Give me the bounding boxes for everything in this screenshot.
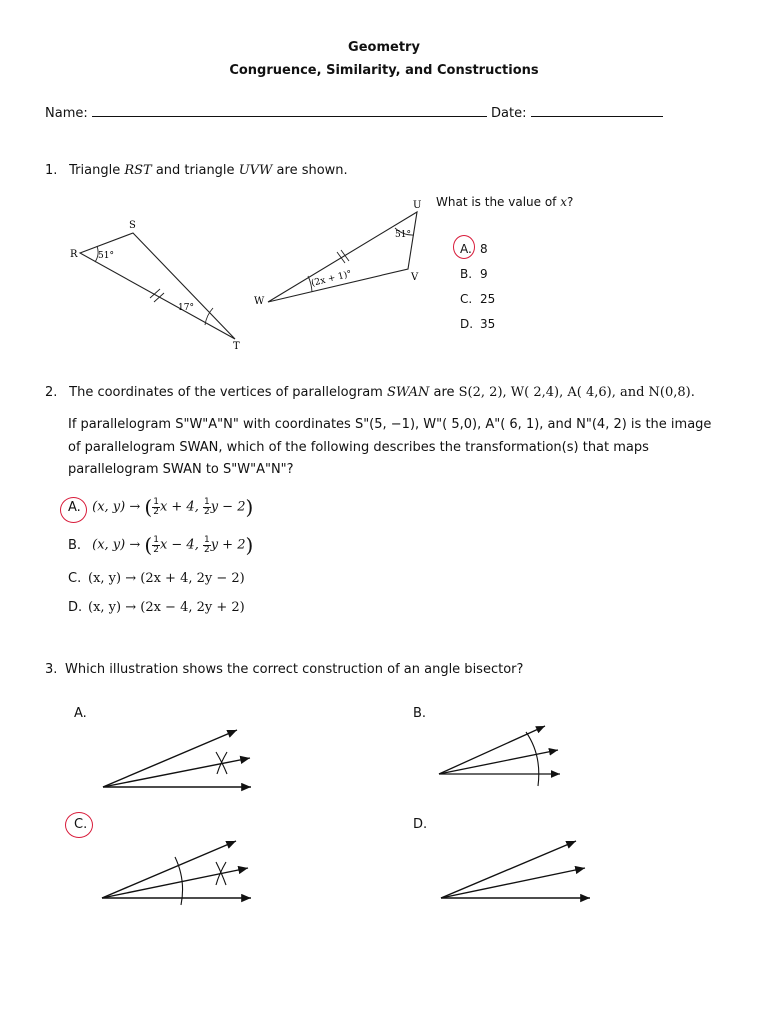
- choice-letter: D.: [68, 600, 83, 615]
- construction-arc: [526, 732, 539, 786]
- angle-r-label: 51°: [98, 251, 114, 261]
- fraction: [152, 498, 160, 517]
- ray-upper: [103, 730, 237, 787]
- option-b-label[interactable]: B.: [413, 706, 427, 721]
- ask-text: What is the value of: [436, 195, 561, 209]
- ray-bisector: [103, 758, 250, 787]
- ray-bisector: [102, 868, 248, 898]
- parallelogram-label: SWAN: [386, 385, 430, 400]
- worksheet-subject: Geometry: [348, 40, 420, 55]
- choice-lead: (x, y) →: [92, 499, 145, 515]
- ask-text: ?: [567, 195, 574, 209]
- choice-letter: B.: [68, 537, 82, 553]
- construction-arc: [217, 752, 227, 774]
- prompt-text: The coordinates of the vertices of parallelogram: [69, 385, 387, 400]
- angle-t-label: 17°: [178, 303, 194, 313]
- choice-text: (x, y) → (2x + 4, 2y − 2): [88, 571, 245, 586]
- triangle-rst-label: RST: [124, 163, 152, 178]
- choice-letter: C.: [460, 292, 473, 306]
- vertex-s-label: S: [129, 220, 136, 231]
- q2-choice-d[interactable]: [68, 600, 245, 615]
- construction-d: [441, 841, 590, 898]
- choice-d[interactable]: [460, 312, 495, 337]
- denominator: 2: [203, 506, 210, 517]
- answer-circle-mark: [65, 812, 93, 838]
- answer-circle-mark: [60, 497, 87, 523]
- triangle-rst-figure: [65, 215, 255, 355]
- choice-term: y + 2: [210, 537, 246, 553]
- question-2-line3: of parallelogram SWAN, which of the following describes the transformation(s) that maps: [68, 440, 649, 455]
- close-paren: ): [245, 495, 254, 519]
- close-paren: ): [245, 533, 254, 557]
- angle-u-label: 51°: [395, 230, 411, 240]
- question-number: 1.: [45, 163, 58, 178]
- choice-b[interactable]: [460, 262, 495, 287]
- choice-text: (x, y) → (2x − 4, 2y + 2): [88, 600, 245, 615]
- choice-text: 35: [480, 317, 496, 331]
- choice-letter: D.: [460, 317, 474, 331]
- choice-letter: A.: [68, 499, 81, 515]
- name-label: Name:: [45, 106, 88, 121]
- construction-c: [102, 841, 251, 905]
- angle-w-label: (2x + 1)°: [310, 269, 353, 289]
- q2-choice-b[interactable]: [68, 533, 253, 557]
- name-blank[interactable]: [92, 116, 487, 117]
- choice-c[interactable]: [460, 287, 495, 312]
- question-2-line2: If parallelogram S"W"A"N" with coordinates S"(5, −1), W"( 5,0), A"( 6, 1), and N"(4, 2) is the image: [68, 417, 712, 432]
- option-c-label[interactable]: C.: [74, 817, 88, 832]
- question-number: 2.: [45, 385, 58, 400]
- construction-arc: [216, 752, 227, 774]
- construction-arc: [175, 857, 183, 905]
- ray-bisector: [439, 750, 558, 774]
- numerator: 1: [203, 496, 210, 507]
- ray-bisector: [441, 868, 585, 898]
- choice-letter: A.: [460, 242, 472, 256]
- numerator: 1: [203, 534, 210, 545]
- question-number: 3.: [45, 662, 58, 677]
- ray-upper: [441, 841, 576, 898]
- vertex-r-label: R: [70, 249, 78, 260]
- construction-arc: [216, 862, 226, 885]
- vertex-v-label: V: [411, 272, 419, 283]
- question-2-line4: parallelogram SWAN to S"W"A"N"?: [68, 462, 294, 477]
- ray-upper: [439, 726, 545, 774]
- numerator: 1: [153, 496, 159, 507]
- construction-arc: [216, 862, 226, 885]
- denominator: 2: [153, 506, 159, 517]
- choice-letter: C.: [68, 571, 82, 586]
- vertex-u-label: U: [413, 200, 422, 211]
- vertex-t-label: T: [233, 341, 240, 352]
- construction-b: [439, 726, 560, 786]
- triangle-uvw-figure: [250, 195, 430, 315]
- prompt-text: Triangle: [69, 163, 125, 178]
- choice-text: 25: [480, 292, 496, 306]
- prompt-text: Which illustration shows the correct construction of an angle bisector?: [65, 662, 524, 677]
- choice-letter: B.: [460, 267, 473, 281]
- prompt-text: and triangle: [151, 163, 239, 178]
- denominator: 2: [203, 544, 210, 555]
- fraction: [152, 536, 160, 555]
- choice-term: x + 4,: [159, 499, 203, 515]
- triangle-uvw-shape: [268, 212, 417, 302]
- date-blank[interactable]: [531, 116, 663, 117]
- ray-upper: [102, 841, 236, 898]
- construction-a: [103, 730, 251, 787]
- option-a-label[interactable]: A.: [74, 706, 87, 721]
- numerator: 1: [153, 534, 159, 545]
- fraction: [203, 536, 211, 555]
- open-paren: (: [144, 495, 153, 519]
- ask-variable: x: [560, 195, 568, 209]
- prompt-text: are: [429, 385, 459, 400]
- date-label: Date:: [491, 106, 527, 121]
- denominator: 2: [153, 544, 159, 555]
- choice-term: x − 4,: [159, 537, 203, 553]
- fraction: [203, 498, 211, 517]
- answer-circle-mark: [453, 235, 475, 259]
- choice-text: 9: [480, 267, 488, 281]
- option-d-label[interactable]: D.: [413, 817, 428, 832]
- choice-lead: (x, y) →: [92, 537, 145, 553]
- worksheet-title: Congruence, Similarity, and Constructions: [229, 63, 539, 78]
- question-3-prompt: [45, 662, 523, 677]
- name-row: [45, 106, 663, 121]
- open-paren: (: [144, 533, 153, 557]
- q2-choice-c[interactable]: [68, 571, 245, 586]
- choice-term: y − 2: [210, 499, 246, 515]
- q2-choice-a[interactable]: [68, 495, 253, 519]
- choice-text: 8: [480, 242, 488, 256]
- triangle-rst-shape: [80, 233, 235, 339]
- vertex-w-label: W: [254, 296, 265, 307]
- triangle-uvw-label: UVW: [238, 163, 273, 178]
- coordinates-text: S(2, 2), W( 2,4), A( 4,6), and N(0,8).: [458, 385, 695, 400]
- question-2-prompt: [45, 385, 695, 400]
- prompt-text: are shown.: [272, 163, 348, 178]
- question-1-prompt: [45, 163, 348, 178]
- question-1-ask: [436, 195, 573, 209]
